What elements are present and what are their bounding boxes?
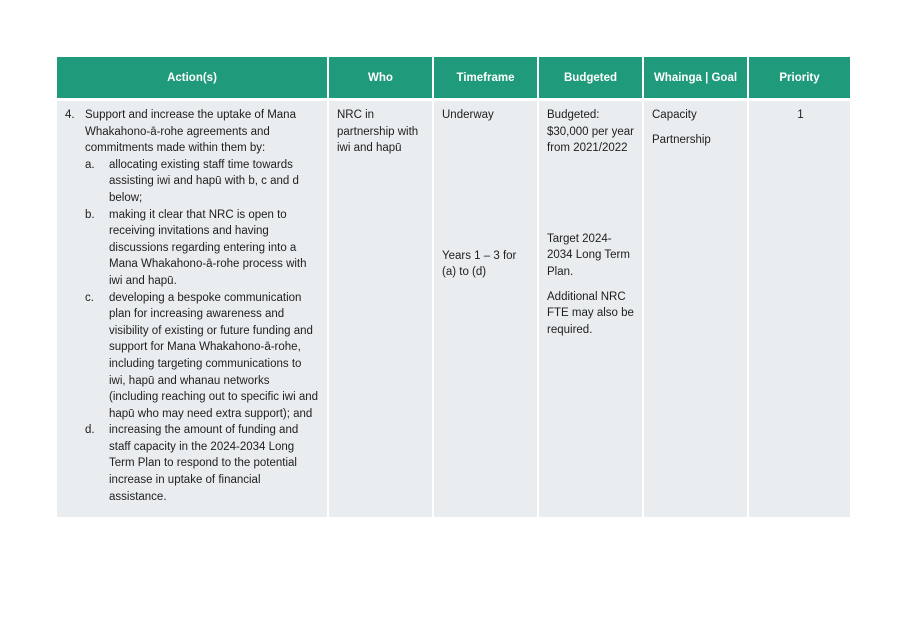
- table-row: [57, 100, 850, 518]
- subitem-text: allocating existing staff time towards assisting iwi and hapū with b, c and d below;: [109, 158, 299, 204]
- table-header-row: [57, 57, 850, 100]
- header-who: Who: [328, 57, 433, 100]
- header-timeframe: Timeframe: [433, 57, 538, 100]
- priority-value: 1: [797, 109, 804, 121]
- timeframe-underway: Underway: [442, 109, 494, 121]
- action-table: [57, 57, 850, 517]
- list-item: [85, 207, 321, 290]
- list-item: [85, 157, 321, 207]
- list-item: [85, 290, 321, 423]
- budget-fte: Additional NRC FTE may also be required.: [547, 290, 634, 336]
- subitem-text: developing a bespoke communication plan for increasing awareness and visibility of existing or future funding and support for Mana Whakahono-ā-rohe, including targeting communications to iwi, hapū and whanau networks (including reaching out to specific iwi and hapū who may need extra support); and: [109, 291, 319, 420]
- header-priority: Priority: [748, 57, 850, 100]
- subitem-letter: d.: [85, 424, 95, 437]
- subitem-text: making it clear that NRC is open to receiving invitations and having discussions regarding entering into a Mana Whakahono-ā-rohe process with iwi and hapū.: [109, 208, 307, 287]
- list-item: [85, 422, 321, 505]
- header-budgeted: Budgeted: [538, 57, 643, 100]
- subitem-text: increasing the amount of funding and staff capacity in the 2024-2034 Long Term Plan to respond to the potential increase in uptake of financial assistance.: [109, 424, 299, 503]
- header-actions: Action(s): [57, 57, 328, 100]
- budget-target: Target 2024-2034 Long Term Plan.: [547, 232, 630, 278]
- action-number: 4.: [65, 109, 75, 121]
- cell-goal: [643, 100, 748, 518]
- action-intro-line: [65, 107, 321, 157]
- action-subitems: [65, 157, 321, 505]
- who-text: NRC in partnership with iwi and hapū: [337, 109, 419, 155]
- goal-capacity: Capacity: [652, 109, 697, 121]
- action-intro: Support and increase the uptake of Mana Whakahono-ā-rohe agreements and commitments made within them by:: [85, 109, 296, 155]
- cell-budgeted: [538, 100, 643, 518]
- header-goal: Whainga | Goal: [643, 57, 748, 100]
- budget-amount: Budgeted: $30,000 per year from 2021/2022: [547, 109, 634, 155]
- subitem-letter: b.: [85, 208, 95, 221]
- goal-partnership: Partnership: [652, 133, 711, 146]
- cell-who: [328, 100, 433, 518]
- cell-timeframe: [433, 100, 538, 518]
- subitem-letter: c.: [85, 291, 94, 304]
- cell-actions: [57, 100, 328, 518]
- cell-priority: [748, 100, 850, 518]
- timeframe-years: Years 1 – 3 for (a) to (d): [442, 249, 517, 279]
- subitem-letter: a.: [85, 158, 95, 171]
